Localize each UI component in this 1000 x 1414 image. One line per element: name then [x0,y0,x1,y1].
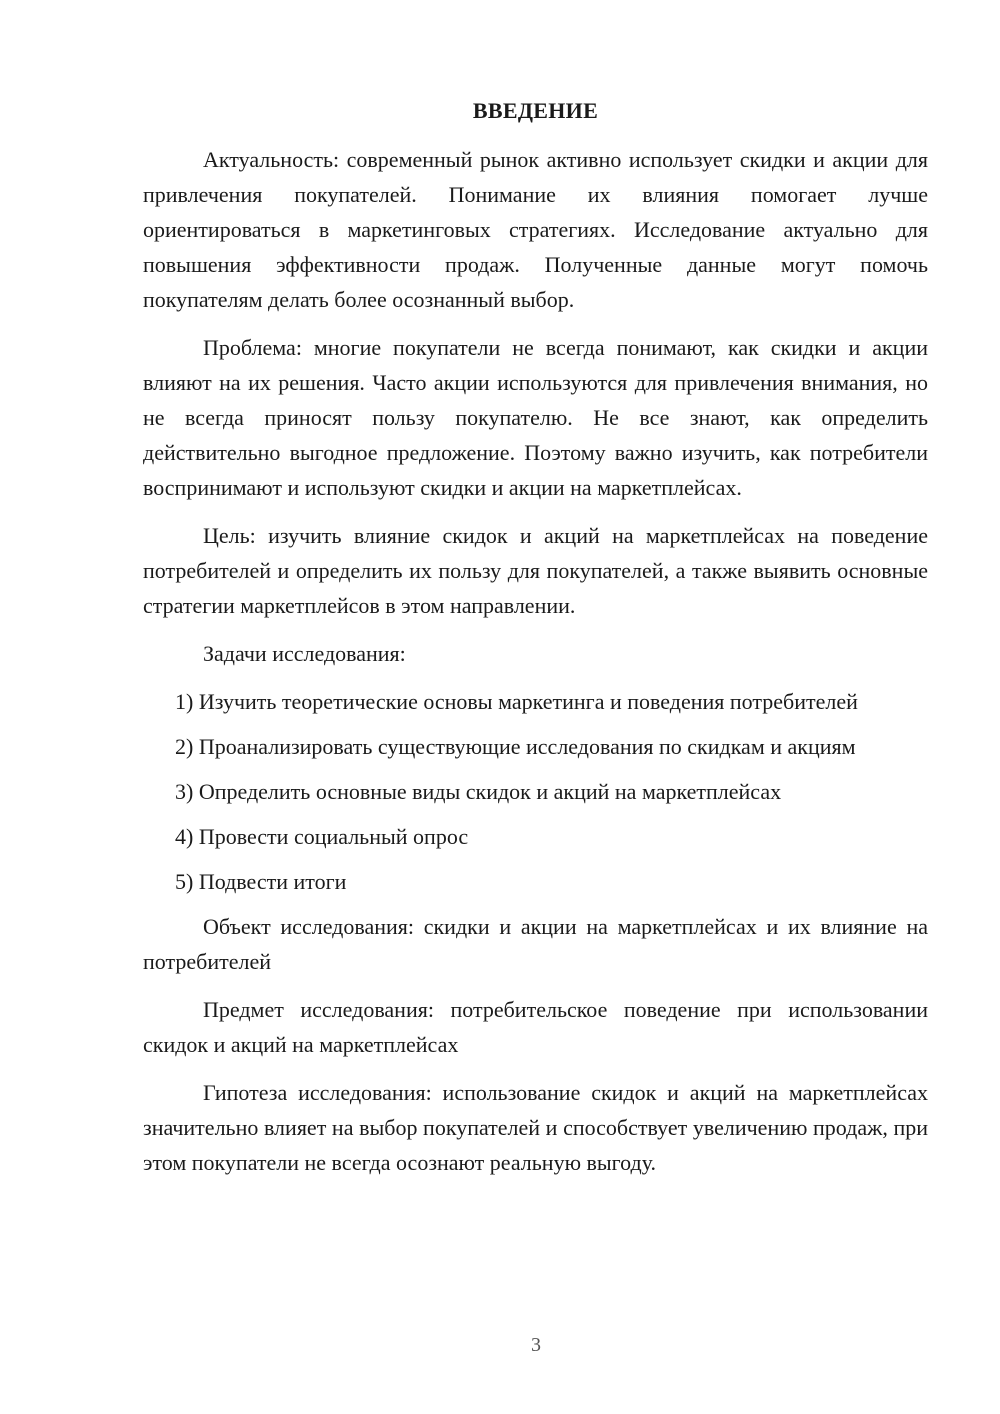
paragraph-tasks-heading: Задачи исследования: [203,641,406,666]
task-item-2: 2) Проанализировать существующие исследования по скидкам и акциям [175,734,856,759]
task-item-1: 1) Изучить теоретические основы маркетинга и поведения потребителей [175,689,858,714]
paragraph-relevance: Актуальность: современный рынок активно использует скидки и акции для привлечения покупателей. Понимание их влияния помогает лучше ориентироваться в маркетинговых стратегиях. Исследование актуально для повышения эффективности продаж. Полученные данные могут помочь покупателям делать более осознанный выбор. [143,147,928,312]
paragraph-goal: Цель: изучить влияние скидок и акций на маркетплейсах на поведение потребителей и определить их пользу для покупателей, а также выявить основные стратегии маркетплейсов в этом направлении. [143,523,928,618]
task-item-3: 3) Определить основные виды скидок и акций на маркетплейсах [175,779,782,804]
task-item-4: 4) Провести социальный опрос [175,824,469,849]
page-content [143,94,928,1193]
page-number: 3 [531,1334,541,1356]
paragraph-subject: Предмет исследования: потребительское поведение при использовании скидок и акций на маркетплейсах [143,997,928,1057]
task-list [143,684,928,899]
paragraph-object: Объект исследования: скидки и акции на маркетплейсах и их влияние на потребителей [143,914,928,974]
paragraph-hypothesis: Гипотеза исследования: использование скидок и акций на маркетплейсах значительно влияет на выбор покупателей и способствует увеличению продаж, при этом покупатели не всегда осознают реальную выгоду. [143,1080,928,1175]
paragraph-problem: Проблема: многие покупатели не всегда понимают, как скидки и акции влияют на их решения. Часто акции используются для привлечения внимания, но не всегда приносят пользу покупателю. Не все знают, как определить действительно выгодное предложение. Поэтому важно изучить, как потребители воспринимают и используют скидки и акции на маркетплейсах. [143,335,928,500]
section-title: ВВЕДЕНИЕ [472,98,599,123]
task-item-5: 5) Подвести итоги [175,869,347,894]
